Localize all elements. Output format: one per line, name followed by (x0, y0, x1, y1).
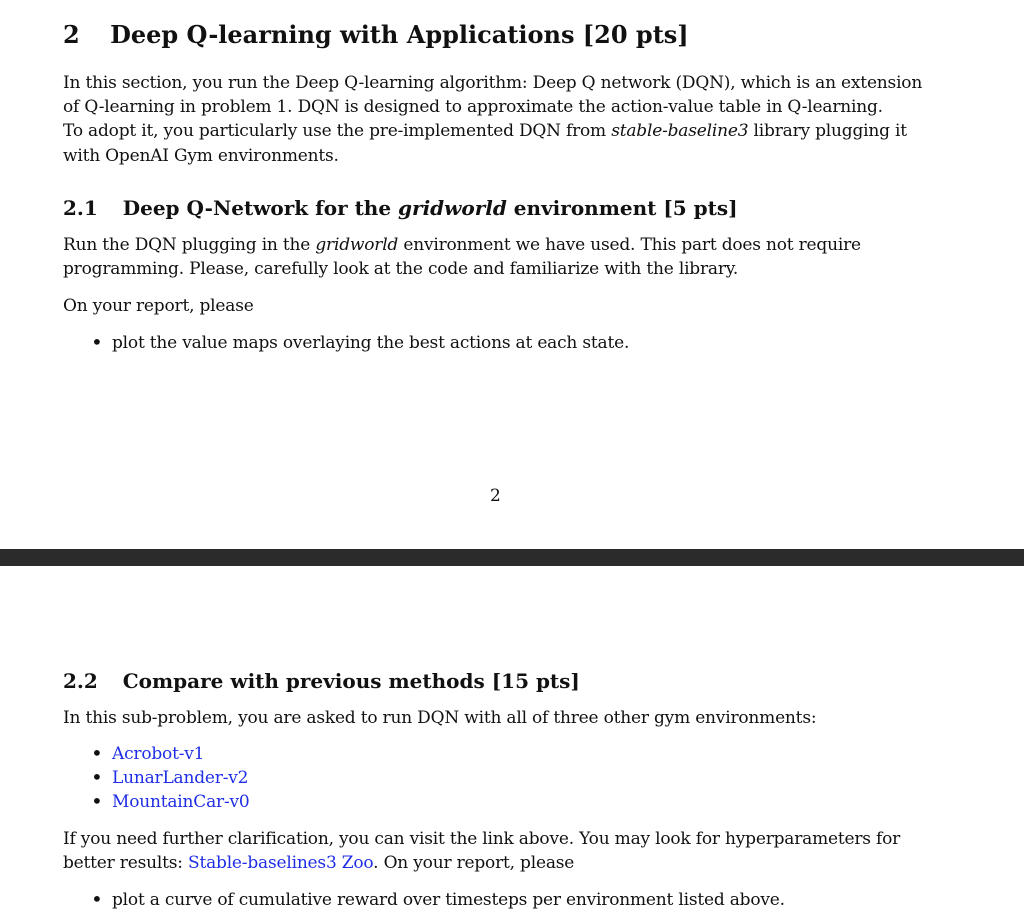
section-number: 2 (63, 20, 80, 49)
report-intro: On your report, please (63, 296, 254, 316)
list-item (91, 789, 250, 813)
page-divider (0, 549, 1024, 566)
list-item: • plot the value maps overlaying the best actions at each state. (91, 330, 630, 354)
intro-line-4: with OpenAI Gym environments. (63, 146, 339, 166)
subsection-2-1-line-1: Run the DQN plugging in the gridworld environment we have used. This part does not require (63, 235, 861, 255)
acrobot-link[interactable]: Acrobot-v1 (112, 744, 205, 764)
subsection-title: Compare with previous methods [15 pts] (122, 669, 580, 693)
bullet-icon: • (91, 765, 103, 789)
library-name: stable-baseline3 (611, 121, 749, 141)
subsection-number: 2.1 (63, 196, 98, 220)
lunarlander-link[interactable]: LunarLander-v2 (112, 768, 249, 788)
list-item (91, 765, 249, 789)
page-number: 2 (490, 486, 501, 506)
mountaincar-link[interactable]: MountainCar-v0 (112, 792, 250, 812)
subsection-number: 2.2 (63, 669, 98, 693)
zoo-link[interactable]: Stable-baselines3 Zoo (188, 853, 374, 873)
subsection-2-1-line-2: programming. Please, carefully look at the code and familiarize with the library. (63, 259, 739, 279)
bullet-icon: • (91, 330, 103, 354)
list-item (91, 741, 205, 765)
subsection-2-2-intro: In this sub-problem, you are asked to run DQN with all of three other gym environments: (63, 708, 817, 728)
bullet-icon: • (91, 887, 103, 911)
intro-line-1: In this section, you run the Deep Q-learning algorithm: Deep Q network (DQN), which is an extension (63, 73, 923, 93)
clarification-line-1: If you need further clarification, you can visit the link above. You may look for hyperparameters for (63, 829, 901, 849)
subsection-2-1-heading: 2.1 Deep Q-Network for the gridworld environment [5 pts] (63, 196, 738, 220)
section-title: Deep Q-learning with Applications [20 pts] (110, 20, 689, 49)
bullet-icon: • (91, 789, 103, 813)
bullet-icon: • (91, 741, 103, 765)
section-heading (63, 20, 689, 49)
intro-line-2: of Q-learning in problem 1. DQN is designed to approximate the action-value table in Q-learning. (63, 97, 883, 117)
clarification-line-2: better results: Stable-baselines3 Zoo. On your report, please (63, 853, 575, 873)
intro-line-3: To adopt it, you particularly use the pre-implemented DQN from stable-baseline3 library plugging it (63, 121, 907, 141)
subsection-2-2-heading (63, 669, 580, 693)
list-item: • plot a curve of cumulative reward over timesteps per environment listed above. (91, 887, 785, 911)
